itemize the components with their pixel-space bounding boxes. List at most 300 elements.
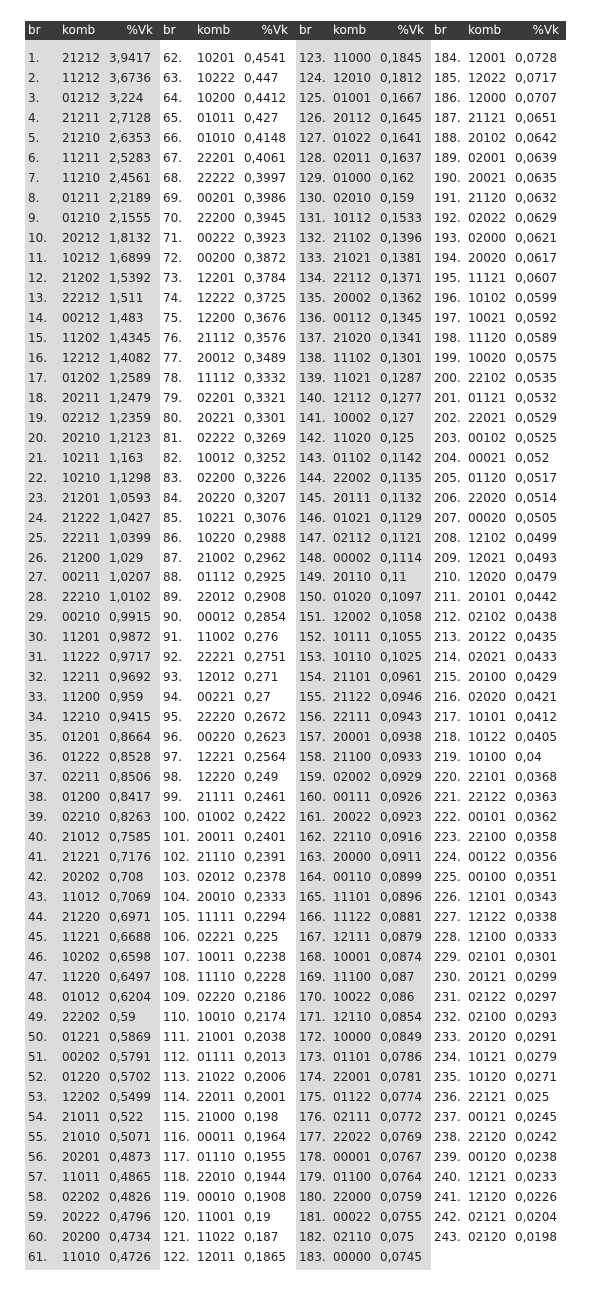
cell-komb: 11211 xyxy=(62,150,101,165)
cell-percent-vk: 0,959 xyxy=(109,690,144,705)
cell-percent-vk: 0,0642 xyxy=(515,130,557,145)
cell-komb: 12221 xyxy=(197,750,236,765)
cell-komb: 12012 xyxy=(197,670,236,685)
cell-percent-vk: 0,5791 xyxy=(109,1050,151,1064)
cell-percent-vk: 0,0632 xyxy=(515,190,557,205)
cell-br: 102. xyxy=(163,850,190,865)
cell-br: 197. xyxy=(434,310,461,325)
cell-br: 106. xyxy=(163,930,190,945)
cell-percent-vk: 0,1396 xyxy=(380,230,422,245)
cell-br: 24. xyxy=(28,510,48,525)
cell-percent-vk: 0,2401 xyxy=(244,830,286,845)
cell-br: 149. xyxy=(299,570,326,585)
cell-br: 130. xyxy=(299,190,326,205)
cell-komb: 12121 xyxy=(468,1169,507,1184)
cell-percent-vk: 0,1055 xyxy=(380,630,422,645)
cell-percent-vk: 0,0204 xyxy=(515,1209,557,1224)
cell-percent-vk: 0,3301 xyxy=(244,410,286,425)
cell-percent-vk: 0,0635 xyxy=(515,170,557,185)
cell-percent-vk: 0,2294 xyxy=(244,910,286,925)
cell-percent-vk: 0,0233 xyxy=(515,1169,557,1184)
cell-br: 16. xyxy=(28,350,48,365)
cell-komb: 00022 xyxy=(333,1209,372,1224)
cell-komb: 12021 xyxy=(468,550,507,565)
cell-percent-vk: 0,0911 xyxy=(380,850,422,865)
cell-komb: 22211 xyxy=(62,530,101,545)
cell-br: 224. xyxy=(434,850,461,865)
cell-percent-vk: 1,2359 xyxy=(109,410,151,425)
cell-br: 118. xyxy=(163,1169,190,1184)
cell-percent-vk: 0,1301 xyxy=(380,350,422,365)
cell-percent-vk: 0,6204 xyxy=(109,990,151,1005)
cell-br: 96. xyxy=(163,730,183,745)
cell-komb: 20112 xyxy=(333,110,372,125)
cell-percent-vk: 0,0429 xyxy=(515,670,557,685)
cell-percent-vk: 0,0279 xyxy=(515,1050,557,1064)
cell-br: 144. xyxy=(299,470,326,485)
cell-br: 39. xyxy=(28,810,48,825)
cell-komb: 21221 xyxy=(62,850,101,865)
cell-komb: 10101 xyxy=(468,710,507,725)
cell-br: 60. xyxy=(28,1229,48,1244)
cell-komb: 21220 xyxy=(62,910,101,925)
cell-percent-vk: 0,198 xyxy=(244,1109,279,1124)
cell-percent-vk: 1,163 xyxy=(109,450,144,465)
cell-komb: 00002 xyxy=(333,550,372,565)
cell-br: 42. xyxy=(28,870,48,885)
cell-komb: 02102 xyxy=(468,610,507,625)
cell-percent-vk: 3,224 xyxy=(109,90,144,105)
cell-komb: 10020 xyxy=(468,350,507,365)
cell-percent-vk: 0,0226 xyxy=(515,1189,557,1204)
cell-percent-vk: 0,1287 xyxy=(380,370,422,385)
cell-komb: 11121 xyxy=(468,270,507,285)
cell-komb: 11002 xyxy=(197,630,236,645)
cell-br: 93. xyxy=(163,670,183,685)
cell-komb: 11210 xyxy=(62,170,101,185)
cell-komb: 20220 xyxy=(197,490,236,505)
cell-komb: 10021 xyxy=(468,310,507,325)
cell-komb: 21211 xyxy=(62,110,101,125)
cell-komb: 22112 xyxy=(333,270,372,285)
cell-komb: 10110 xyxy=(333,650,372,665)
cell-br: 38. xyxy=(28,790,48,805)
cell-komb: 01222 xyxy=(62,750,101,765)
header-komb: komb xyxy=(333,23,367,37)
cell-percent-vk: 0,1277 xyxy=(380,390,422,405)
cell-percent-vk: 0,2391 xyxy=(244,850,286,865)
cell-br: 98. xyxy=(163,770,183,785)
cell-br: 94. xyxy=(163,690,183,705)
cell-komb: 02202 xyxy=(62,1189,101,1204)
cell-br: 168. xyxy=(299,950,326,965)
cell-br: 145. xyxy=(299,490,326,505)
cell-percent-vk: 0,0421 xyxy=(515,690,557,705)
cell-br: 78. xyxy=(163,370,183,385)
cell-br: 87. xyxy=(163,550,183,565)
cell-komb: 20010 xyxy=(197,890,236,905)
cell-komb: 11022 xyxy=(197,1229,236,1244)
cell-komb: 22201 xyxy=(197,150,236,165)
cell-percent-vk: 0,7069 xyxy=(109,890,151,905)
cell-komb: 20001 xyxy=(333,730,372,745)
cell-percent-vk: 0,1381 xyxy=(380,250,422,265)
cell-komb: 22001 xyxy=(333,1069,372,1084)
cell-komb: 21121 xyxy=(468,110,507,125)
cell-percent-vk: 0,187 xyxy=(244,1229,279,1244)
cell-br: 209. xyxy=(434,550,461,565)
cell-percent-vk: 0,0849 xyxy=(380,1030,422,1045)
cell-br: 23. xyxy=(28,490,48,505)
cell-br: 72. xyxy=(163,250,183,265)
cell-komb: 22120 xyxy=(468,1129,507,1144)
cell-komb: 22110 xyxy=(333,830,372,845)
cell-komb: 01020 xyxy=(333,590,372,605)
cell-br: 221. xyxy=(434,790,461,805)
cell-percent-vk: 0,276 xyxy=(244,630,279,645)
cell-br: 26. xyxy=(28,550,48,565)
cell-komb: 01121 xyxy=(468,390,507,405)
cell-br: 10. xyxy=(28,230,48,245)
cell-br: 67. xyxy=(163,150,183,165)
cell-percent-vk: 0,1964 xyxy=(244,1129,286,1144)
cell-komb: 12220 xyxy=(197,770,236,785)
cell-br: 191. xyxy=(434,190,461,205)
cell-komb: 21100 xyxy=(333,750,372,765)
cell-percent-vk: 0,4541 xyxy=(244,51,286,65)
cell-br: 194. xyxy=(434,250,461,265)
cell-percent-vk: 0,2378 xyxy=(244,870,286,885)
cell-br: 103. xyxy=(163,870,190,885)
cell-komb: 02200 xyxy=(197,470,236,485)
cell-percent-vk: 0,4412 xyxy=(244,90,286,105)
cell-br: 218. xyxy=(434,730,461,745)
cell-br: 91. xyxy=(163,630,183,645)
cell-komb: 20201 xyxy=(62,1149,101,1164)
cell-br: 155. xyxy=(299,690,326,705)
cell-percent-vk: 0,1121 xyxy=(380,530,422,545)
cell-percent-vk: 0,7585 xyxy=(109,830,151,845)
cell-percent-vk: 0,1345 xyxy=(380,310,422,325)
cell-br: 136. xyxy=(299,310,326,325)
cell-komb: 02111 xyxy=(333,1109,372,1124)
cell-komb: 11120 xyxy=(468,330,507,345)
cell-komb: 20011 xyxy=(197,830,236,845)
cell-br: 200. xyxy=(434,370,461,385)
cell-komb: 22021 xyxy=(468,410,507,425)
cell-percent-vk: 0,0933 xyxy=(380,750,422,765)
cell-br: 22. xyxy=(28,470,48,485)
cell-percent-vk: 0,0368 xyxy=(515,770,557,785)
cell-br: 137. xyxy=(299,330,326,345)
cell-percent-vk: 0,0717 xyxy=(515,70,557,85)
cell-percent-vk: 0,447 xyxy=(244,70,279,85)
cell-br: 212. xyxy=(434,610,461,625)
cell-komb: 02021 xyxy=(468,650,507,665)
cell-percent-vk: 0,5499 xyxy=(109,1089,151,1104)
cell-komb: 21102 xyxy=(333,230,372,245)
cell-br: 36. xyxy=(28,750,48,765)
cell-br: 169. xyxy=(299,970,326,985)
cell-br: 104. xyxy=(163,890,190,905)
cell-komb: 00202 xyxy=(62,1050,101,1064)
cell-percent-vk: 0,1058 xyxy=(380,610,422,625)
cell-percent-vk: 0,8506 xyxy=(109,770,151,785)
cell-komb: 02212 xyxy=(62,410,101,425)
cell-percent-vk: 0,2925 xyxy=(244,570,286,585)
cell-komb: 21110 xyxy=(197,850,236,865)
cell-komb: 02122 xyxy=(468,990,507,1005)
cell-percent-vk: 0,3226 xyxy=(244,470,286,485)
cell-br: 124. xyxy=(299,70,326,85)
cell-komb: 20210 xyxy=(62,430,101,445)
cell-komb: 02022 xyxy=(468,210,507,225)
cell-percent-vk: 0,086 xyxy=(380,990,415,1005)
cell-percent-vk: 0,27 xyxy=(244,690,271,705)
cell-komb: 02220 xyxy=(197,990,236,1005)
cell-percent-vk: 0,0338 xyxy=(515,910,557,925)
cell-komb: 10200 xyxy=(197,90,236,105)
cell-br: 1. xyxy=(28,51,40,65)
cell-br: 193. xyxy=(434,230,461,245)
cell-br: 225. xyxy=(434,870,461,885)
cell-percent-vk: 0,0759 xyxy=(380,1189,422,1204)
cell-br: 199. xyxy=(434,350,461,365)
cell-komb: 22121 xyxy=(468,1089,507,1104)
cell-komb: 20002 xyxy=(333,290,372,305)
cell-komb: 21120 xyxy=(468,190,507,205)
cell-br: 185. xyxy=(434,70,461,85)
cell-br: 157. xyxy=(299,730,326,745)
cell-br: 4. xyxy=(28,110,40,125)
cell-komb: 02010 xyxy=(333,190,372,205)
cell-br: 143. xyxy=(299,450,326,465)
cell-br: 171. xyxy=(299,1010,326,1025)
cell-percent-vk: 0,0499 xyxy=(515,530,557,545)
cell-br: 111. xyxy=(163,1030,190,1045)
cell-komb: 10000 xyxy=(333,1030,372,1045)
cell-komb: 22220 xyxy=(197,710,236,725)
cell-br: 207. xyxy=(434,510,461,525)
cell-percent-vk: 0,0297 xyxy=(515,990,557,1005)
cell-br: 150. xyxy=(299,590,326,605)
cell-komb: 00200 xyxy=(197,250,236,265)
cell-br: 34. xyxy=(28,710,48,725)
cell-percent-vk: 1,0207 xyxy=(109,570,151,585)
cell-percent-vk: 0,2988 xyxy=(244,530,286,545)
cell-br: 14. xyxy=(28,310,48,325)
cell-percent-vk: 0,6497 xyxy=(109,970,151,985)
cell-percent-vk: 2,7128 xyxy=(109,110,151,125)
cell-br: 40. xyxy=(28,830,48,845)
cell-br: 198. xyxy=(434,330,461,345)
header-percent-vk: %Vk xyxy=(126,23,153,37)
cell-br: 206. xyxy=(434,490,461,505)
cell-percent-vk: 1,2479 xyxy=(109,390,151,405)
cell-br: 123. xyxy=(299,51,326,65)
cell-br: 95. xyxy=(163,710,183,725)
cell-br: 188. xyxy=(434,130,461,145)
cell-percent-vk: 0,4734 xyxy=(109,1229,151,1244)
cell-percent-vk: 0,1645 xyxy=(380,110,422,125)
cell-percent-vk: 0,0781 xyxy=(380,1069,422,1084)
cell-percent-vk: 0,3489 xyxy=(244,350,286,365)
cell-percent-vk: 0,1667 xyxy=(380,90,422,105)
cell-percent-vk: 0,19 xyxy=(244,1209,271,1224)
cell-komb: 10022 xyxy=(333,990,372,1005)
combination-table xyxy=(25,0,566,1270)
cell-komb: 21111 xyxy=(197,790,236,805)
cell-komb: 11021 xyxy=(333,370,372,385)
cell-komb: 12001 xyxy=(468,51,507,65)
cell-br: 176. xyxy=(299,1109,326,1124)
cell-br: 83. xyxy=(163,470,183,485)
cell-percent-vk: 0,0639 xyxy=(515,150,557,165)
cell-percent-vk: 0,1341 xyxy=(380,330,422,345)
cell-komb: 12222 xyxy=(197,290,236,305)
cell-komb: 10222 xyxy=(197,70,236,85)
cell-komb: 00100 xyxy=(468,870,507,885)
cell-percent-vk: 0,9692 xyxy=(109,670,151,685)
cell-komb: 21112 xyxy=(197,330,236,345)
cell-br: 147. xyxy=(299,530,326,545)
cell-komb: 02110 xyxy=(333,1229,372,1244)
cell-percent-vk: 0,0301 xyxy=(515,950,557,965)
cell-percent-vk: 0,0728 xyxy=(515,51,557,65)
cell-percent-vk: 1,0102 xyxy=(109,590,151,605)
cell-br: 220. xyxy=(434,770,461,785)
cell-br: 230. xyxy=(434,970,461,985)
cell-br: 37. xyxy=(28,770,48,785)
cell-percent-vk: 0,522 xyxy=(109,1109,144,1124)
cell-br: 19. xyxy=(28,410,48,425)
cell-br: 125. xyxy=(299,90,326,105)
cell-komb: 00012 xyxy=(197,610,236,625)
cell-br: 219. xyxy=(434,750,461,765)
cell-percent-vk: 0,0929 xyxy=(380,770,422,785)
cell-percent-vk: 0,2564 xyxy=(244,750,286,765)
cell-percent-vk: 0,04 xyxy=(515,750,542,765)
cell-komb: 02121 xyxy=(468,1209,507,1224)
cell-komb: 11020 xyxy=(333,430,372,445)
cell-br: 92. xyxy=(163,650,183,665)
cell-br: 237. xyxy=(434,1109,461,1124)
cell-komb: 01102 xyxy=(333,450,372,465)
cell-br: 243. xyxy=(434,1229,461,1244)
cell-komb: 21020 xyxy=(333,330,372,345)
cell-percent-vk: 0,2962 xyxy=(244,550,286,565)
cell-komb: 00220 xyxy=(197,730,236,745)
cell-percent-vk: 0,2238 xyxy=(244,950,286,965)
cell-percent-vk: 0,0405 xyxy=(515,730,557,745)
cell-br: 231. xyxy=(434,990,461,1005)
cell-percent-vk: 0,2333 xyxy=(244,890,286,905)
cell-komb: 02201 xyxy=(197,390,236,405)
cell-percent-vk: 0,3576 xyxy=(244,330,286,345)
cell-percent-vk: 0,8664 xyxy=(109,730,151,745)
cell-br: 186. xyxy=(434,90,461,105)
cell-percent-vk: 0,8528 xyxy=(109,750,151,765)
cell-percent-vk: 0,9717 xyxy=(109,650,151,665)
cell-percent-vk: 1,0593 xyxy=(109,490,151,505)
cell-komb: 01122 xyxy=(333,1089,372,1104)
cell-percent-vk: 0,0291 xyxy=(515,1030,557,1045)
cell-komb: 02012 xyxy=(197,870,236,885)
cell-br: 20. xyxy=(28,430,48,445)
cell-br: 146. xyxy=(299,510,326,525)
cell-percent-vk: 0,0412 xyxy=(515,710,557,725)
cell-br: 172. xyxy=(299,1030,326,1045)
cell-percent-vk: 0,2854 xyxy=(244,610,286,625)
cell-percent-vk: 2,6353 xyxy=(109,130,151,145)
cell-percent-vk: 1,511 xyxy=(109,290,144,305)
header-komb: komb xyxy=(468,23,502,37)
cell-br: 8. xyxy=(28,190,40,205)
cell-br: 177. xyxy=(299,1129,326,1144)
header-komb: komb xyxy=(197,23,231,37)
cell-percent-vk: 0,8263 xyxy=(109,810,151,825)
cell-br: 85. xyxy=(163,510,183,525)
cell-percent-vk: 0,3872 xyxy=(244,250,286,265)
cell-komb: 12122 xyxy=(468,910,507,925)
cell-percent-vk: 0,0946 xyxy=(380,690,422,705)
cell-komb: 11110 xyxy=(197,970,236,985)
cell-br: 109. xyxy=(163,990,190,1005)
cell-br: 27. xyxy=(28,570,48,585)
cell-komb: 11111 xyxy=(197,910,236,925)
cell-br: 45. xyxy=(28,930,48,945)
cell-percent-vk: 0,052 xyxy=(515,450,550,465)
cell-percent-vk: 1,0399 xyxy=(109,530,151,545)
cell-komb: 12011 xyxy=(197,1249,236,1264)
cell-komb: 10211 xyxy=(62,450,101,465)
cell-br: 192. xyxy=(434,210,461,225)
cell-br: 148. xyxy=(299,550,326,565)
cell-komb: 10111 xyxy=(333,630,372,645)
cell-br: 128. xyxy=(299,150,326,165)
cell-br: 13. xyxy=(28,290,48,305)
cell-br: 138. xyxy=(299,350,326,365)
cell-percent-vk: 0,0755 xyxy=(380,1209,422,1224)
cell-percent-vk: 2,2189 xyxy=(109,190,151,205)
cell-percent-vk: 0,3676 xyxy=(244,310,286,325)
cell-br: 214. xyxy=(434,650,461,665)
cell-percent-vk: 0,4061 xyxy=(244,150,286,165)
cell-komb: 22020 xyxy=(468,490,507,505)
cell-percent-vk: 0,2006 xyxy=(244,1069,286,1084)
cell-br: 71. xyxy=(163,230,183,245)
cell-komb: 02210 xyxy=(62,810,101,825)
cell-br: 132. xyxy=(299,230,326,245)
cell-komb: 00121 xyxy=(468,1109,507,1124)
cell-komb: 21210 xyxy=(62,130,101,145)
cell-komb: 00211 xyxy=(62,570,101,585)
cell-percent-vk: 0,075 xyxy=(380,1229,415,1244)
cell-br: 164. xyxy=(299,870,326,885)
cell-komb: 12120 xyxy=(468,1189,507,1204)
cell-komb: 22212 xyxy=(62,290,101,305)
cell-komb: 22111 xyxy=(333,710,372,725)
cell-br: 189. xyxy=(434,150,461,165)
cell-komb: 02120 xyxy=(468,1229,507,1244)
cell-br: 242. xyxy=(434,1209,461,1224)
cell-komb: 10202 xyxy=(62,950,101,965)
cell-br: 35. xyxy=(28,730,48,745)
cell-komb: 10220 xyxy=(197,530,236,545)
cell-br: 114. xyxy=(163,1089,190,1104)
cell-komb: 02222 xyxy=(197,430,236,445)
cell-percent-vk: 0,0621 xyxy=(515,230,557,245)
